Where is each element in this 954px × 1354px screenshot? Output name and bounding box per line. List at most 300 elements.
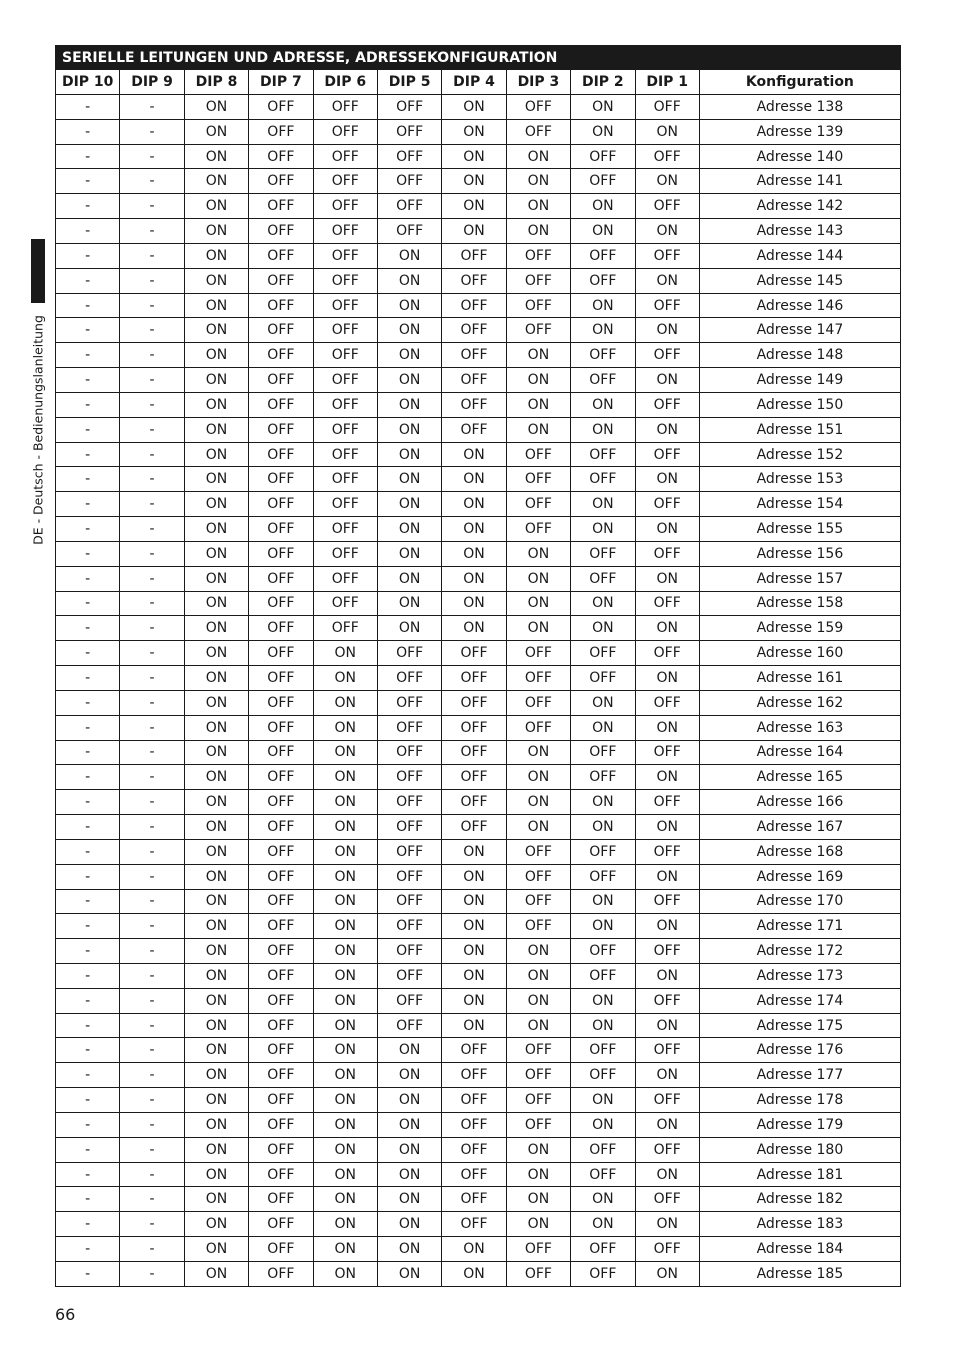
- dip-cell: -: [120, 492, 184, 517]
- dip-cell: OFF: [249, 889, 313, 914]
- dip-cell: ON: [442, 939, 506, 964]
- dip-cell: ON: [184, 1261, 248, 1286]
- config-cell: Adresse 151: [699, 417, 900, 442]
- table-row: [56, 914, 901, 939]
- dip-cell: OFF: [249, 169, 313, 194]
- dip-cell: OFF: [506, 268, 570, 293]
- dip-cell: OFF: [313, 368, 377, 393]
- table-row: [56, 1212, 901, 1237]
- dip-cell: OFF: [377, 666, 441, 691]
- dip-cell: ON: [377, 268, 441, 293]
- dip-cell: OFF: [571, 963, 635, 988]
- dip-cell: OFF: [313, 442, 377, 467]
- side-language-label: DE - Deutsch - Bedienungslanleitung: [30, 315, 46, 545]
- dip-cell: -: [120, 1063, 184, 1088]
- config-cell: Adresse 159: [699, 616, 900, 641]
- dip-cell: -: [120, 1187, 184, 1212]
- dip-cell: ON: [184, 939, 248, 964]
- dip-cell: ON: [377, 1038, 441, 1063]
- dip-cell: OFF: [442, 268, 506, 293]
- dip-cell: OFF: [442, 790, 506, 815]
- config-cell: Adresse 147: [699, 318, 900, 343]
- dip-cell: -: [56, 790, 120, 815]
- dip-cell: ON: [442, 517, 506, 542]
- dip-cell: ON: [313, 715, 377, 740]
- dip-cell: ON: [506, 790, 570, 815]
- dip-cell: OFF: [635, 641, 699, 666]
- dip-cell: ON: [184, 541, 248, 566]
- dip-cell: OFF: [635, 1038, 699, 1063]
- dip-cell: -: [56, 740, 120, 765]
- dip-cell: OFF: [377, 889, 441, 914]
- dip-cell: ON: [184, 666, 248, 691]
- dip-cell: ON: [442, 194, 506, 219]
- dip-cell: -: [56, 1137, 120, 1162]
- dip-cell: -: [120, 144, 184, 169]
- dip-cell: ON: [184, 517, 248, 542]
- dip-cell: ON: [506, 815, 570, 840]
- dip-cell: OFF: [313, 467, 377, 492]
- dip-cell: ON: [377, 1112, 441, 1137]
- dip-cell: ON: [571, 492, 635, 517]
- table-body: [56, 95, 901, 1287]
- dip-cell: -: [56, 939, 120, 964]
- dip-cell: -: [120, 517, 184, 542]
- table-row: [56, 293, 901, 318]
- dip-cell: OFF: [377, 95, 441, 120]
- dip-cell: OFF: [635, 889, 699, 914]
- dip-cell: OFF: [506, 119, 570, 144]
- dip-cell: OFF: [442, 1063, 506, 1088]
- dip-cell: ON: [184, 1013, 248, 1038]
- dip-cell: -: [120, 318, 184, 343]
- dip-cell: -: [120, 1088, 184, 1113]
- dip-cell: -: [120, 194, 184, 219]
- dip-cell: ON: [442, 591, 506, 616]
- dip-cell: OFF: [571, 268, 635, 293]
- dip-cell: -: [56, 641, 120, 666]
- dip-cell: OFF: [249, 194, 313, 219]
- dip-cell: OFF: [635, 293, 699, 318]
- dip-cell: ON: [571, 417, 635, 442]
- dip-cell: OFF: [571, 1162, 635, 1187]
- dip-cell: OFF: [442, 690, 506, 715]
- dip-cell: OFF: [506, 1088, 570, 1113]
- dip-cell: ON: [313, 1212, 377, 1237]
- dip-cell: OFF: [506, 318, 570, 343]
- dip-cell: ON: [506, 963, 570, 988]
- dip-cell: OFF: [377, 740, 441, 765]
- dip-cell: -: [56, 1038, 120, 1063]
- dip-cell: OFF: [249, 765, 313, 790]
- section-tab-marker: [31, 239, 45, 303]
- dip-cell: -: [120, 889, 184, 914]
- config-cell: Adresse 183: [699, 1212, 900, 1237]
- dip-cell: -: [56, 666, 120, 691]
- dip-cell: ON: [635, 1162, 699, 1187]
- dip-cell: ON: [571, 715, 635, 740]
- column-header: DIP 4: [442, 70, 506, 95]
- dip-cell: ON: [442, 1237, 506, 1262]
- dip-cell: -: [120, 467, 184, 492]
- dip-cell: -: [120, 1137, 184, 1162]
- dip-cell: OFF: [506, 1063, 570, 1088]
- table-row: [56, 492, 901, 517]
- config-cell: Adresse 153: [699, 467, 900, 492]
- dip-cell: -: [56, 417, 120, 442]
- dip-cell: ON: [377, 517, 441, 542]
- dip-cell: OFF: [249, 293, 313, 318]
- dip-cell: OFF: [249, 1013, 313, 1038]
- dip-cell: ON: [635, 467, 699, 492]
- dip-cell: ON: [506, 988, 570, 1013]
- table-row: [56, 815, 901, 840]
- config-cell: Adresse 154: [699, 492, 900, 517]
- dip-cell: OFF: [313, 591, 377, 616]
- dip-cell: -: [56, 541, 120, 566]
- dip-cell: ON: [635, 268, 699, 293]
- dip-cell: ON: [313, 1088, 377, 1113]
- table-row: [56, 591, 901, 616]
- dip-cell: OFF: [506, 492, 570, 517]
- dip-cell: ON: [635, 765, 699, 790]
- dip-cell: ON: [571, 293, 635, 318]
- dip-cell: ON: [184, 492, 248, 517]
- dip-cell: OFF: [635, 988, 699, 1013]
- dip-cell: ON: [635, 119, 699, 144]
- dip-cell: -: [56, 839, 120, 864]
- dip-cell: ON: [442, 616, 506, 641]
- dip-cell: -: [56, 392, 120, 417]
- dip-cell: ON: [635, 1013, 699, 1038]
- dip-cell: ON: [184, 566, 248, 591]
- dip-cell: ON: [442, 119, 506, 144]
- dip-cell: OFF: [442, 1212, 506, 1237]
- dip-cell: OFF: [313, 517, 377, 542]
- dip-cell: -: [56, 492, 120, 517]
- dip-cell: ON: [506, 392, 570, 417]
- config-cell: Adresse 170: [699, 889, 900, 914]
- dip-cell: OFF: [571, 1137, 635, 1162]
- table-row: [56, 1261, 901, 1286]
- dip-cell: ON: [313, 740, 377, 765]
- table-row: [56, 1112, 901, 1137]
- dip-cell: ON: [571, 1088, 635, 1113]
- dip-cell: ON: [442, 95, 506, 120]
- config-cell: Adresse 168: [699, 839, 900, 864]
- dip-cell: ON: [184, 715, 248, 740]
- dip-cell: -: [120, 392, 184, 417]
- dip-cell: ON: [635, 1261, 699, 1286]
- config-cell: Adresse 171: [699, 914, 900, 939]
- dip-cell: ON: [442, 988, 506, 1013]
- dip-cell: OFF: [249, 690, 313, 715]
- dip-cell: ON: [506, 541, 570, 566]
- dip-cell: ON: [377, 417, 441, 442]
- dip-cell: ON: [184, 815, 248, 840]
- table-row: [56, 939, 901, 964]
- dip-cell: OFF: [506, 1112, 570, 1137]
- dip-cell: ON: [635, 318, 699, 343]
- dip-cell: ON: [442, 169, 506, 194]
- config-cell: Adresse 144: [699, 243, 900, 268]
- dip-cell: OFF: [635, 1088, 699, 1113]
- table-row: [56, 566, 901, 591]
- config-cell: Adresse 179: [699, 1112, 900, 1137]
- dip-cell: OFF: [635, 1237, 699, 1262]
- dip-cell: OFF: [442, 1162, 506, 1187]
- dip-cell: -: [120, 939, 184, 964]
- dip-cell: ON: [184, 1162, 248, 1187]
- dip-cell: OFF: [249, 119, 313, 144]
- dip-cell: OFF: [249, 517, 313, 542]
- table-row: [56, 442, 901, 467]
- dip-cell: OFF: [249, 715, 313, 740]
- dip-cell: OFF: [377, 839, 441, 864]
- dip-cell: OFF: [377, 864, 441, 889]
- dip-cell: -: [120, 243, 184, 268]
- dip-cell: OFF: [635, 343, 699, 368]
- table-row: [56, 790, 901, 815]
- dip-cell: OFF: [377, 690, 441, 715]
- dip-cell: ON: [184, 293, 248, 318]
- dip-cell: ON: [184, 95, 248, 120]
- dip-cell: ON: [506, 740, 570, 765]
- dip-cell: OFF: [571, 1063, 635, 1088]
- dip-cell: OFF: [377, 144, 441, 169]
- dip-cell: ON: [571, 914, 635, 939]
- dip-cell: ON: [184, 1088, 248, 1113]
- dip-cell: OFF: [442, 243, 506, 268]
- dip-cell: ON: [506, 1212, 570, 1237]
- config-cell: Adresse 174: [699, 988, 900, 1013]
- config-cell: Adresse 181: [699, 1162, 900, 1187]
- dip-cell: ON: [184, 368, 248, 393]
- dip-cell: -: [120, 1038, 184, 1063]
- dip-cell: OFF: [571, 243, 635, 268]
- dip-cell: OFF: [635, 740, 699, 765]
- dip-cell: OFF: [571, 368, 635, 393]
- dip-cell: OFF: [313, 293, 377, 318]
- dip-cell: OFF: [249, 1063, 313, 1088]
- table-title: SERIELLE LEITUNGEN UND ADRESSE, ADRESSEKONFIGURATION: [56, 46, 901, 70]
- dip-cell: -: [56, 1261, 120, 1286]
- dip-cell: OFF: [571, 765, 635, 790]
- dip-cell: ON: [506, 169, 570, 194]
- dip-cell: ON: [442, 889, 506, 914]
- dip-cell: ON: [506, 343, 570, 368]
- dip-cell: ON: [635, 963, 699, 988]
- dip-cell: OFF: [249, 839, 313, 864]
- dip-cell: -: [120, 1013, 184, 1038]
- dip-cell: -: [120, 963, 184, 988]
- dip-cell: ON: [635, 1112, 699, 1137]
- dip-cell: -: [120, 864, 184, 889]
- dip-cell: ON: [184, 392, 248, 417]
- dip-cell: ON: [313, 1137, 377, 1162]
- dip-cell: OFF: [249, 1088, 313, 1113]
- dip-cell: ON: [571, 790, 635, 815]
- dip-cell: ON: [313, 1063, 377, 1088]
- config-cell: Adresse 160: [699, 641, 900, 666]
- dip-cell: ON: [313, 765, 377, 790]
- dip-cell: ON: [377, 442, 441, 467]
- config-cell: Adresse 178: [699, 1088, 900, 1113]
- dip-cell: ON: [635, 1063, 699, 1088]
- column-header: DIP 9: [120, 70, 184, 95]
- dip-cell: ON: [571, 119, 635, 144]
- column-header: DIP 6: [313, 70, 377, 95]
- dip-cell: OFF: [506, 864, 570, 889]
- dip-cell: ON: [571, 95, 635, 120]
- table-row: [56, 715, 901, 740]
- dip-cell: -: [56, 293, 120, 318]
- dip-cell: OFF: [442, 1187, 506, 1212]
- dip-cell: OFF: [635, 1137, 699, 1162]
- table-row: [56, 541, 901, 566]
- table-row: [56, 641, 901, 666]
- dip-cell: ON: [184, 194, 248, 219]
- dip-cell: ON: [506, 417, 570, 442]
- dip-cell: OFF: [571, 541, 635, 566]
- dip-cell: ON: [184, 790, 248, 815]
- dip-cell: OFF: [506, 467, 570, 492]
- config-cell: Adresse 150: [699, 392, 900, 417]
- dip-cell: -: [120, 715, 184, 740]
- config-cell: Adresse 177: [699, 1063, 900, 1088]
- config-cell: Adresse 152: [699, 442, 900, 467]
- dip-cell: ON: [571, 1212, 635, 1237]
- dip-cell: OFF: [571, 666, 635, 691]
- dip-cell: -: [56, 1212, 120, 1237]
- dip-cell: OFF: [442, 293, 506, 318]
- dip-cell: -: [120, 417, 184, 442]
- table-row: [56, 666, 901, 691]
- dip-cell: ON: [313, 1237, 377, 1262]
- dip-cell: ON: [313, 839, 377, 864]
- dip-cell: OFF: [571, 144, 635, 169]
- dip-cell: ON: [377, 1162, 441, 1187]
- dip-cell: OFF: [506, 641, 570, 666]
- dip-cell: ON: [377, 591, 441, 616]
- dip-cell: -: [56, 95, 120, 120]
- table-row: [56, 119, 901, 144]
- dip-cell: ON: [442, 1261, 506, 1286]
- dip-cell: ON: [635, 815, 699, 840]
- dip-cell: OFF: [506, 517, 570, 542]
- table-row: [56, 1063, 901, 1088]
- dip-cell: ON: [635, 864, 699, 889]
- column-header: DIP 8: [184, 70, 248, 95]
- dip-cell: -: [56, 368, 120, 393]
- dip-cell: ON: [184, 864, 248, 889]
- dip-cell: OFF: [635, 392, 699, 417]
- dip-switch-table: [55, 45, 901, 1287]
- dip-cell: ON: [313, 914, 377, 939]
- dip-cell: -: [120, 1212, 184, 1237]
- dip-cell: OFF: [249, 144, 313, 169]
- dip-cell: -: [120, 690, 184, 715]
- dip-cell: ON: [377, 616, 441, 641]
- dip-cell: OFF: [249, 442, 313, 467]
- dip-cell: OFF: [249, 566, 313, 591]
- config-cell: Adresse 146: [699, 293, 900, 318]
- config-cell: Adresse 158: [699, 591, 900, 616]
- config-cell: Adresse 148: [699, 343, 900, 368]
- dip-cell: OFF: [571, 1038, 635, 1063]
- dip-cell: OFF: [249, 243, 313, 268]
- dip-cell: -: [120, 616, 184, 641]
- dip-cell: -: [120, 765, 184, 790]
- dip-cell: OFF: [313, 95, 377, 120]
- column-header: DIP 2: [571, 70, 635, 95]
- dip-cell: ON: [635, 715, 699, 740]
- dip-cell: ON: [442, 144, 506, 169]
- dip-cell: OFF: [313, 169, 377, 194]
- dip-cell: OFF: [635, 95, 699, 120]
- dip-cell: -: [120, 119, 184, 144]
- dip-cell: -: [56, 815, 120, 840]
- column-header: DIP 5: [377, 70, 441, 95]
- dip-cell: ON: [506, 1137, 570, 1162]
- table-row: [56, 243, 901, 268]
- dip-cell: -: [56, 1112, 120, 1137]
- config-cell: Adresse 149: [699, 368, 900, 393]
- column-header: DIP 7: [249, 70, 313, 95]
- table-row: [56, 1137, 901, 1162]
- dip-cell: ON: [442, 864, 506, 889]
- dip-cell: ON: [506, 616, 570, 641]
- dip-cell: OFF: [313, 541, 377, 566]
- dip-cell: ON: [184, 169, 248, 194]
- config-cell: Adresse 155: [699, 517, 900, 542]
- dip-cell: ON: [377, 1212, 441, 1237]
- dip-cell: OFF: [249, 963, 313, 988]
- dip-cell: -: [120, 790, 184, 815]
- dip-cell: -: [120, 666, 184, 691]
- config-cell: Adresse 143: [699, 219, 900, 244]
- dip-cell: ON: [313, 1187, 377, 1212]
- dip-cell: ON: [313, 1261, 377, 1286]
- config-cell: Adresse 169: [699, 864, 900, 889]
- dip-cell: -: [120, 1237, 184, 1262]
- dip-cell: ON: [442, 914, 506, 939]
- dip-cell: ON: [184, 1137, 248, 1162]
- dip-cell: ON: [377, 1261, 441, 1286]
- dip-cell: -: [56, 119, 120, 144]
- dip-cell: OFF: [571, 1237, 635, 1262]
- dip-cell: ON: [571, 616, 635, 641]
- table-row: [56, 268, 901, 293]
- dip-cell: OFF: [249, 591, 313, 616]
- dip-cell: ON: [442, 541, 506, 566]
- table-row: [56, 1013, 901, 1038]
- dip-cell: ON: [184, 641, 248, 666]
- table-row: [56, 1038, 901, 1063]
- dip-cell: ON: [377, 541, 441, 566]
- dip-cell: ON: [635, 368, 699, 393]
- dip-cell: ON: [184, 343, 248, 368]
- dip-cell: -: [56, 1237, 120, 1262]
- dip-cell: OFF: [249, 1112, 313, 1137]
- dip-cell: ON: [313, 1112, 377, 1137]
- dip-cell: ON: [442, 219, 506, 244]
- dip-cell: -: [56, 1013, 120, 1038]
- config-cell: Adresse 162: [699, 690, 900, 715]
- column-header: DIP 3: [506, 70, 570, 95]
- dip-cell: ON: [377, 392, 441, 417]
- dip-cell: ON: [506, 1013, 570, 1038]
